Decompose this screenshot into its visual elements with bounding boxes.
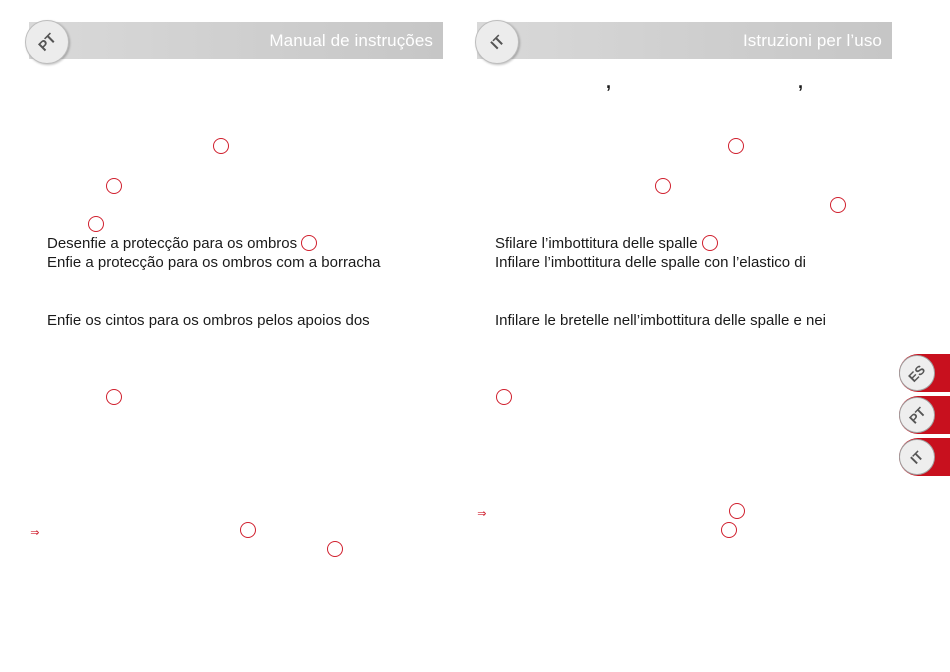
comma-mark: , — [798, 72, 804, 92]
marker-circle — [721, 522, 737, 538]
marker-circle — [327, 541, 343, 557]
marker-circle — [496, 389, 512, 405]
instruction-text: Desenfie a protecção para os ombros — [47, 235, 298, 252]
arrow-icon: ⇘ — [27, 525, 43, 541]
right-page-italian — [475, 0, 950, 672]
side-tab-pt[interactable] — [899, 396, 950, 434]
language-badge-it — [475, 20, 519, 64]
language-code: IT — [907, 447, 927, 467]
side-tab-it[interactable] — [899, 438, 950, 476]
marker-circle — [106, 389, 122, 405]
language-disc — [899, 397, 935, 433]
page-title: Istruzioni per l’uso — [742, 31, 882, 50]
comma-mark: , — [606, 72, 612, 92]
instruction-line — [47, 235, 317, 252]
language-code: PT — [905, 403, 929, 427]
marker-circle — [301, 235, 317, 251]
language-code: PT — [35, 30, 59, 54]
marker-circle — [655, 178, 671, 194]
language-code: IT — [486, 31, 508, 53]
instruction-line: Enfie os cintos para os ombros pelos apoios dos — [47, 312, 370, 329]
instruction-text: Sfilare l’imbottitura delle spalle — [495, 235, 698, 252]
arrow-icon: ⇘ — [474, 506, 490, 522]
language-disc — [899, 439, 935, 475]
marker-circle — [702, 235, 718, 251]
page-title: Manual de instruções — [269, 31, 433, 50]
header-bar — [29, 22, 443, 59]
language-code: ES — [905, 361, 929, 385]
marker-circle — [830, 197, 846, 213]
marker-circle — [728, 138, 744, 154]
header-bar — [477, 22, 892, 59]
marker-circle — [213, 138, 229, 154]
marker-circle — [729, 503, 745, 519]
instruction-line: Infilare le bretelle nell’imbottitura delle spalle e nei — [495, 312, 827, 329]
marker-circle — [106, 178, 122, 194]
instruction-line: Infilare l’imbottitura delle spalle con l’elastico di — [495, 254, 806, 271]
language-badge-pt — [25, 20, 69, 64]
marker-circle — [240, 522, 256, 538]
instruction-line: Enfie a protecção para os ombros com a borracha — [47, 254, 381, 271]
marker-circle — [88, 216, 104, 232]
instruction-line — [495, 235, 718, 252]
language-disc — [899, 355, 935, 391]
side-tab-es[interactable] — [899, 354, 950, 392]
